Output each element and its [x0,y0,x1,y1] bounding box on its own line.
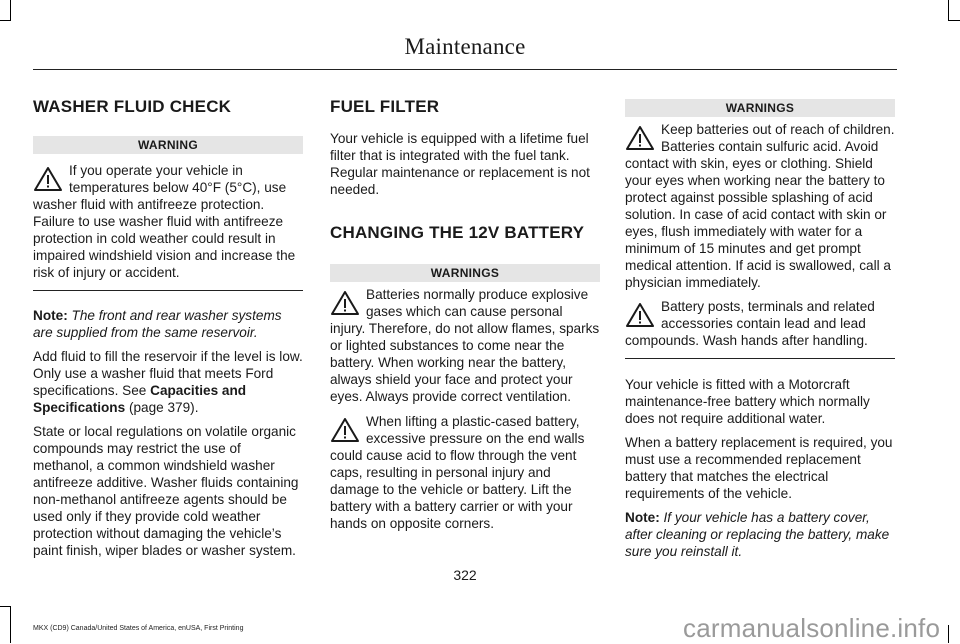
crop-mark [0,606,11,607]
crop-mark [948,625,949,643]
warning-block [625,298,895,349]
warning-block [33,162,303,281]
note [33,307,303,341]
crop-mark [948,0,949,20]
warning-triangle-icon [625,125,655,151]
note [625,509,895,560]
page-title: Maintenance [404,34,526,59]
warning-text: When lifting a plastic-cased battery, excessive pressure on the end walls could cause acid to flow through the vent caps, resulting in personal injury and damage to the vehicle or battery. Lift the battery with a battery carrier or with your hands on opposite corners. [330,414,585,531]
paragraph [33,348,303,416]
print-info: MKX (CD9) Canada/United States of America, enUSA, First Printing [33,625,244,632]
page-number: 322 [453,567,477,583]
warning-text: Keep batteries out of reach of children. Batteries contain sulfuric acid. Avoid contact with skin, eyes or clothing. Shield your eyes when working near the battery to protect against possible splashing of acid solution. In case of acid contact with skin or eyes, flush immediately with water for a minimum of 15 minutes and get prompt medical attention. If acid is swallowed, call a physician immediately. [625,122,895,290]
column-fuel-battery [330,96,600,532]
warning-block [625,121,895,291]
crop-mark [948,20,960,21]
note-text: If your vehicle has a battery cover, after cleaning or replacing the battery, make sure you reinstall it. [625,510,890,559]
paragraph: State or local regulations on volatile organic compounds may restrict the use of methanol, a common windshield washer antifreeze additive. Washer fluids containing non-methanol antifreeze agents should be used only if they provide cold weather protection without damaging the vehicle’s paint finish, wiper blades or washer system. [33,424,299,558]
paragraph-text: Add fluid to fill the reservoir if the level is low. Only use a washer fluid that meets Ford specifications. See [33,349,303,398]
warning-text: Battery posts, terminals and related accessories contain lead and lead compounds. Wash hands after handling. [625,299,875,348]
paragraph: Your vehicle is fitted with a Motorcraft maintenance-free battery which normally does not require additional water. [625,377,870,426]
section-heading-fuel-filter: FUEL FILTER [330,97,440,116]
section-heading-washer-fluid: WASHER FLUID CHECK [33,97,232,116]
cross-reference-link[interactable]: Capacities and Specifications [33,383,247,415]
watermark: carmanualsonline.info [683,613,941,643]
crop-mark [0,20,11,21]
warnings-header: WARNINGS [330,264,600,282]
note-label: Note: [625,510,660,525]
warning-block [330,286,600,405]
warning-text: If you operate your vehicle in temperatures below 40°F (5°C), use washer fluid with antifreeze protection. Failure to use washer fluid with antifreeze protection in cold weather could result in impaired windshield vision and increase the risk of injury or accident. [33,163,296,280]
crop-mark [10,0,11,20]
warnings-header: WARNINGS [625,99,895,117]
paragraph: When a battery replacement is required, you must use a recommended replacement battery that matches the electrical requirements of the vehicle. [625,435,893,501]
warning-text: Batteries normally produce explosive gases which can cause personal injury. Therefore, do not allow flames, sparks or lighted substances to come near the battery. When working near the battery, always shield your face and protect your eyes. Always provide correct ventilation. [330,287,600,404]
warning-triangle-icon [330,417,360,443]
warning-block [330,413,600,532]
paragraph: Your vehicle is equipped with a lifetime fuel filter that is integrated with the fuel tank. Regular maintenance or replacement is not needed. [330,131,590,197]
warning-triangle-icon [625,302,655,328]
warning-triangle-icon [33,166,63,192]
page-reference: (page 379). [125,400,199,415]
crop-mark [10,606,11,643]
column-washer-fluid [33,96,303,559]
section-heading-battery: CHANGING THE 12V BATTERY [330,223,585,242]
column-battery-continued [625,96,895,560]
header-divider [33,69,897,70]
warning-triangle-icon [330,290,360,316]
warning-header: WARNING [33,136,303,154]
warning-divider [625,358,895,359]
note-label: Note: [33,308,68,323]
note-text: The front and rear washer systems are supplied from the same reservoir. [33,308,282,340]
warning-divider [33,290,303,291]
